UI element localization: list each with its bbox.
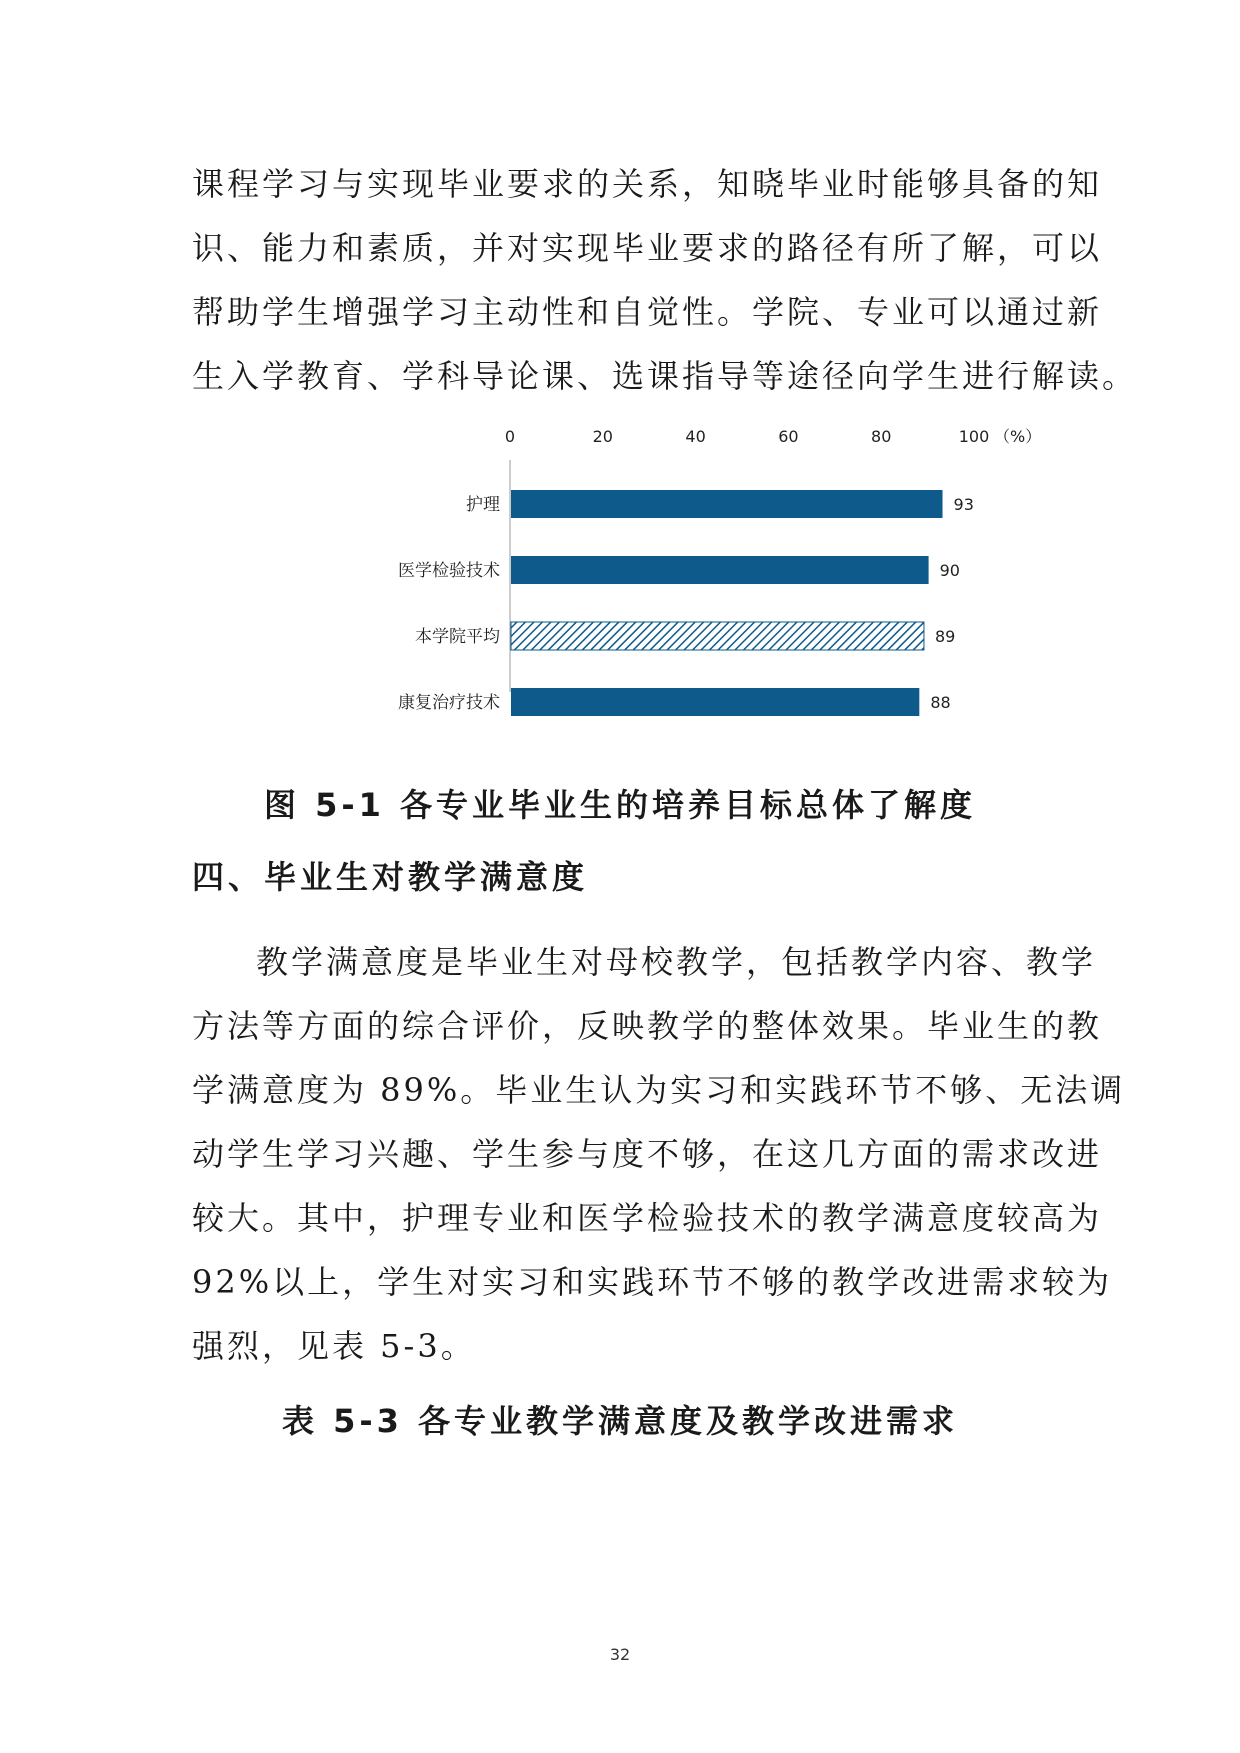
intro-line: 课程学习与实现毕业要求的关系，知晓毕业时能够具备的知	[192, 165, 1103, 203]
section-heading: 四、毕业生对教学满意度	[192, 858, 589, 896]
x-tick-label: 80	[871, 427, 892, 446]
unit-label: （%）	[994, 427, 1042, 446]
intro-line: 识、能力和素质，并对实现毕业要求的路径有所了解，可以	[192, 229, 1103, 267]
satisfaction-line: 强烈，见表 5-3。	[192, 1327, 476, 1365]
x-tick-label: 100	[958, 427, 990, 446]
table-caption: 表 5-3 各专业教学满意度及教学改进需求	[281, 1402, 959, 1440]
satisfaction-line: 方法等方面的综合评价，反映教学的整体效果。毕业生的教	[192, 1007, 1103, 1045]
data-label: 90	[939, 561, 960, 580]
page-number: 32	[609, 1645, 631, 1664]
satisfaction-line: 教学满意度是毕业生对母校教学，包括教学内容、教学	[256, 943, 1097, 981]
category-label: 护理	[466, 495, 500, 515]
x-tick-label: 60	[778, 427, 799, 446]
figure-caption: 图 5-1 各专业毕业生的培养目标总体了解度	[263, 786, 977, 824]
intro-paragraph	[192, 152, 1138, 408]
satisfaction-line: 92%以上，学生对实习和实践环节不够的教学改进需求较为	[192, 1263, 1113, 1301]
category-label: 医学检验技术	[398, 561, 500, 581]
data-label: 89	[934, 627, 956, 646]
bar	[511, 622, 924, 650]
bar	[511, 556, 929, 584]
x-tick-label: 20	[592, 427, 613, 446]
bar	[511, 688, 919, 716]
x-tick-label: 40	[685, 427, 706, 446]
category-label: 本学院平均	[415, 627, 500, 647]
intro-line: 帮助学生增强学习主动性和自觉性。学院、专业可以通过新	[192, 293, 1103, 331]
training-goal-bar-chart	[360, 427, 1042, 760]
satisfaction-line: 学满意度为 89%。毕业生认为实习和实践环节不够、无法调	[192, 1071, 1126, 1109]
x-tick-label: 0	[504, 427, 516, 446]
data-label: 93	[953, 495, 974, 514]
satisfaction-line: 较大。其中，护理专业和医学检验技术的教学满意度较高为	[192, 1199, 1103, 1237]
intro-line: 生入学教育、学科导论课、选课指导等途径向学生进行解读。	[192, 357, 1138, 395]
category-label: 康复治疗技术	[398, 693, 500, 713]
satisfaction-paragraph	[192, 930, 1126, 1378]
data-label: 88	[930, 693, 951, 712]
bar	[511, 490, 943, 518]
satisfaction-line: 动学生学习兴趣、学生参与度不够，在这几方面的需求改进	[192, 1135, 1103, 1173]
